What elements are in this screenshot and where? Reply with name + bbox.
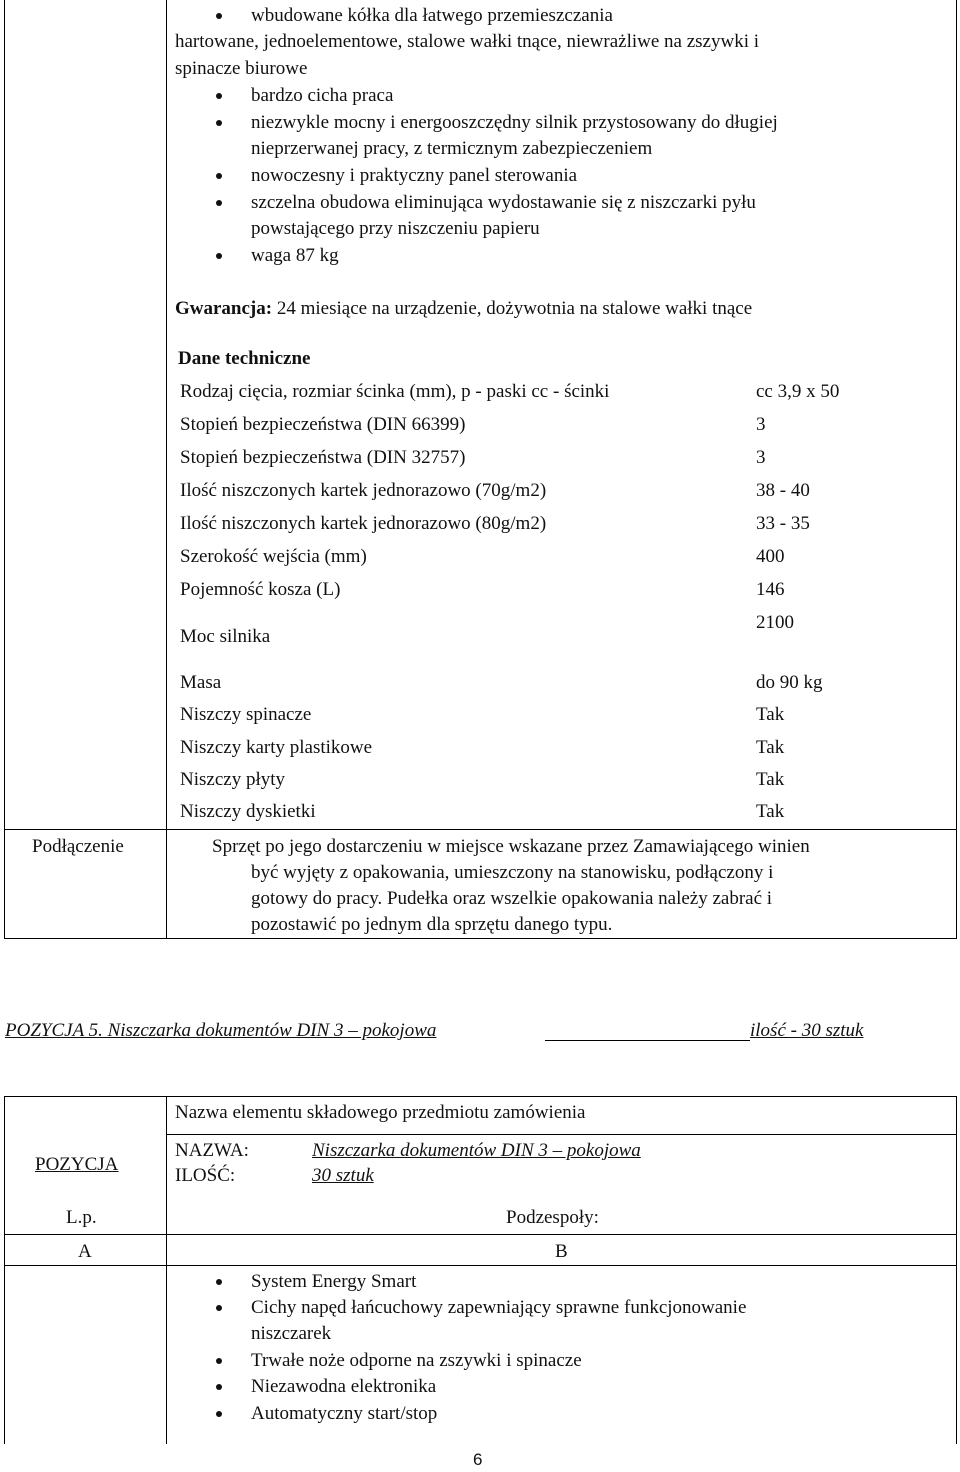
- connection-label: Podłączenie: [32, 836, 124, 857]
- feature-paragraph: spinacze biurowe: [175, 58, 308, 79]
- bullet-dot: [216, 253, 222, 259]
- spec-name: Niszczy karty plastikowe: [180, 737, 373, 758]
- position-title: POZYCJA 5. Niszczarka dokumentów DIN 3 – pokojowa: [5, 1020, 437, 1041]
- spec-name: Masa: [180, 672, 222, 693]
- spec-value: do 90 kg: [756, 672, 823, 693]
- spec-name: Szerokość wejścia (mm): [180, 546, 367, 567]
- tech-data-title: Dane techniczne: [178, 348, 311, 369]
- spec-name: Rodzaj cięcia, rozmiar ścinka (mm), p - paski cc - ścinki: [180, 381, 610, 402]
- spec-value: 3: [756, 447, 766, 468]
- component-item: Cichy napęd łańcuchowy zapewniający sprawne funkcjonowanie: [251, 1297, 747, 1318]
- table2-row-line: [166, 1134, 957, 1135]
- table2-border-left: [4, 1096, 5, 1444]
- connection-text: być wyjęty z opakowania, umieszczony na stanowisku, podłączony i: [251, 862, 774, 883]
- spec-value: 33 - 35: [756, 513, 810, 534]
- bullet-dot: [216, 1411, 222, 1417]
- feature-item: niezwykle mocny i energooszczędny silnik przystosowany do długiej: [251, 112, 778, 133]
- page-number: 6: [473, 1450, 483, 1469]
- column-a-label: A: [78, 1241, 92, 1262]
- bullet-dot: [216, 1279, 222, 1285]
- bullet-dot: [216, 1305, 222, 1311]
- spec-value: 3: [756, 414, 766, 435]
- bullet-dot: [216, 1384, 222, 1390]
- bullet-dot: [216, 200, 222, 206]
- bullet-dot: [216, 93, 222, 99]
- component-item: System Energy Smart: [251, 1271, 417, 1292]
- feature-item-continued: powstającego przy niszczeniu papieru: [251, 218, 540, 239]
- name-value: Niszczarka dokumentów DIN 3 – pokojowa: [312, 1140, 641, 1161]
- table2-border-top: [4, 1096, 957, 1097]
- feature-item: wbudowane kółka dla łatwego przemieszczania: [251, 5, 613, 26]
- table2-header: Nazwa elementu składowego przedmiotu zamówienia: [175, 1102, 586, 1123]
- table1-border-right: [956, 0, 957, 939]
- spec-name: Stopień bezpieczeństwa (DIN 66399): [180, 414, 466, 435]
- feature-paragraph: hartowane, jednoelementowe, stalowe wałki tnące, niewrażliwe na zszywki i: [175, 31, 760, 52]
- spec-value: Tak: [756, 704, 785, 725]
- table2-row-line: [4, 1265, 957, 1266]
- feature-item-continued: nieprzerwanej pracy, z termicznym zabezpieczeniem: [251, 138, 653, 159]
- table2-border-divider: [166, 1096, 167, 1444]
- table1-border-bottom: [4, 938, 957, 939]
- spec-name: Ilość niszczonych kartek jednorazowo (80g/m2): [180, 513, 547, 534]
- lp-label: L.p.: [66, 1207, 97, 1228]
- spec-name: Moc silnika: [180, 626, 271, 647]
- guarantee-line: [175, 298, 752, 320]
- component-item: Trwałe noże odporne na zszywki i spinacze: [251, 1350, 582, 1371]
- table1-border-left: [4, 0, 5, 939]
- table1-border-divider: [166, 0, 167, 939]
- table2-border-right: [956, 1096, 957, 1444]
- feature-item: nowoczesny i praktyczny panel sterowania: [251, 165, 578, 186]
- spec-name: Ilość niszczonych kartek jednorazowo (70g/m2): [180, 480, 547, 501]
- name-label: NAZWA:: [175, 1140, 249, 1161]
- position-title-underline-extension: [545, 1040, 750, 1041]
- column-b-label: B: [555, 1241, 568, 1262]
- component-item-continued: niszczarek: [251, 1323, 332, 1344]
- bullet-dot: [216, 120, 222, 126]
- spec-name: Niszczy dyskietki: [180, 801, 316, 822]
- bullet-dot: [216, 1358, 222, 1364]
- spec-value: 400: [756, 546, 785, 567]
- component-item: Niezawodna elektronika: [251, 1376, 437, 1397]
- components-label: Podzespoły:: [506, 1207, 599, 1228]
- spec-name: Stopień bezpieczeństwa (DIN 32757): [180, 447, 466, 468]
- qty-label: ILOŚĆ:: [175, 1165, 236, 1186]
- spec-value: Tak: [756, 769, 785, 790]
- bullet-dot: [216, 173, 222, 179]
- spec-value: 146: [756, 579, 785, 600]
- spec-value: cc 3,9 x 50: [756, 381, 840, 402]
- connection-text: Sprzęt po jego dostarczeniu w miejsce wskazane przez Zamawiającego winien: [212, 836, 810, 857]
- component-item: Automatyczny start/stop: [251, 1403, 438, 1424]
- spec-name: Pojemność kosza (L): [180, 579, 341, 600]
- spec-value: Tak: [756, 801, 785, 822]
- connection-text: gotowy do pracy. Pudełka oraz wszelkie opakowania należy zabrać i: [251, 888, 773, 909]
- table1-border-row: [4, 829, 957, 830]
- table2-row-line: [4, 1234, 957, 1235]
- spec-value: 38 - 40: [756, 480, 810, 501]
- feature-item: bardzo cicha praca: [251, 85, 394, 106]
- position-quantity: ilość - 30 sztuk: [750, 1020, 864, 1041]
- guarantee-text: 24 miesiące na urządzenie, dożywotnia na stalowe wałki tnące: [272, 298, 753, 319]
- feature-item: waga 87 kg: [251, 245, 339, 266]
- spec-name: Niszczy płyty: [180, 769, 286, 790]
- position-label: POZYCJA: [35, 1154, 119, 1175]
- spec-value: 2100: [756, 612, 794, 633]
- spec-name: Niszczy spinacze: [180, 704, 312, 725]
- connection-text: pozostawić po jednym dla sprzętu danego typu.: [251, 914, 613, 935]
- guarantee-label: Gwarancja:: [175, 298, 273, 319]
- spec-value: Tak: [756, 737, 785, 758]
- feature-item: szczelna obudowa eliminująca wydostawanie się z niszczarki pyłu: [251, 192, 756, 213]
- qty-value: 30 sztuk: [312, 1165, 374, 1186]
- bullet-dot: [216, 13, 222, 19]
